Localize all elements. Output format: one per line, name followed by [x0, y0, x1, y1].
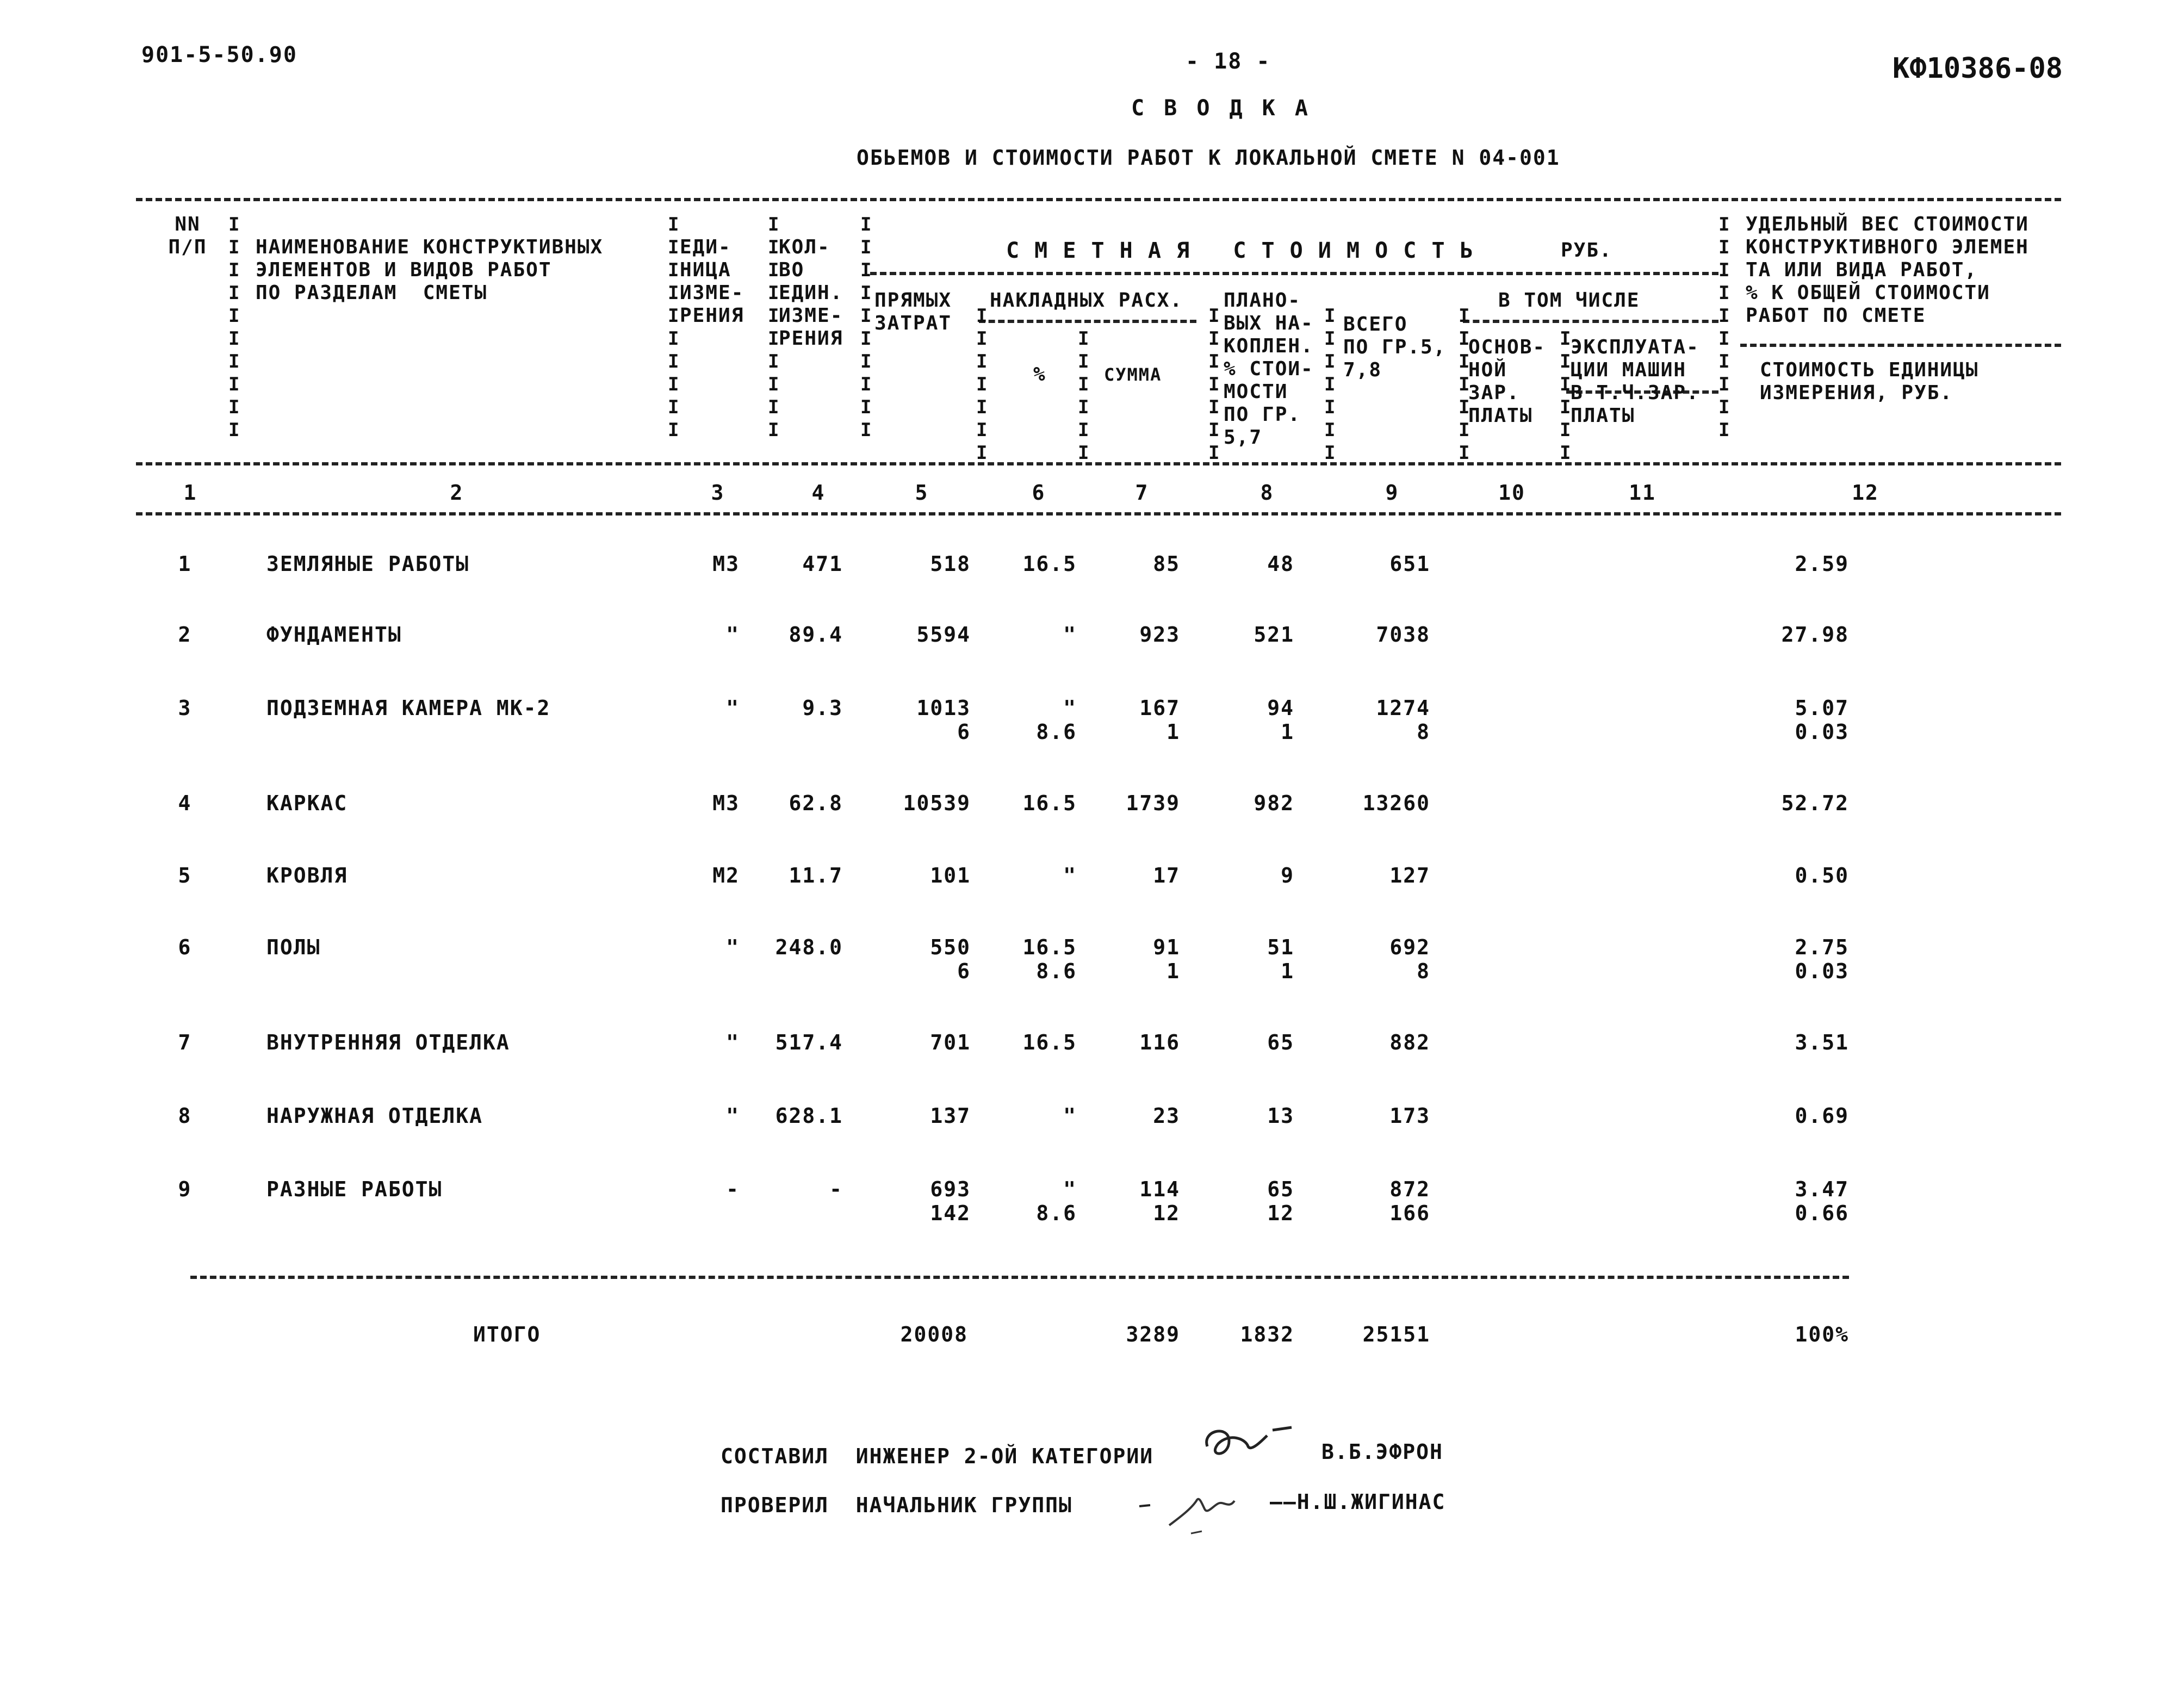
total-plan: 1832	[1240, 1322, 1294, 1346]
header-col-6: %	[1033, 363, 1046, 386]
colnum-11: 11	[1629, 481, 1656, 505]
cell-name: ФУНДАМЕНТЫ	[266, 623, 402, 647]
compiled-by-label: СОСТАВИЛ ИНЖЕНЕР 2-ОЙ КАТЕГОРИИ	[721, 1444, 1154, 1468]
cell-plan: 65	[1267, 1030, 1294, 1054]
cell-direct: 1013 6	[916, 696, 971, 744]
cell-qty: 471	[802, 552, 843, 576]
cell-pct: 16.5	[1022, 1030, 1077, 1054]
cell-sum: 1739	[1126, 791, 1180, 815]
header-bottom-rule	[136, 462, 2061, 465]
colnum-3: 3	[711, 481, 725, 505]
header-sep-8: I I I I I I I	[1324, 305, 1336, 464]
cell-unit: "	[726, 623, 740, 647]
doc-code-left: 901-5-50.90	[141, 42, 297, 67]
cell-pct: " 8.6	[1036, 696, 1077, 744]
cell-name: РАЗНЫЕ РАБОТЫ	[266, 1177, 443, 1201]
header-col-12-share: УДЕЛЬНЫЙ ВЕС СТОИМОСТИ КОНСТРУКТИВНОГО ЭЛЕМЕН ТА ИЛИ ВИДА РАБОТ, % К ОБЩЕЙ СТОИМОСТИ РАБОТ ПО СМЕТЕ	[1746, 213, 2029, 327]
cell-pct: 16.5	[1022, 791, 1077, 815]
colnum-1: 1	[183, 481, 197, 505]
header-sep-3: I I I I I I I I I I	[768, 214, 779, 441]
cell-qty: 62.8	[789, 791, 843, 815]
cell-share: 0.69	[1795, 1104, 1849, 1128]
cell-pct: 16.5	[1022, 552, 1077, 576]
page-number: - 18 -	[1186, 49, 1271, 74]
cell-plan: 521	[1254, 623, 1294, 647]
cell-qty: 628.1	[775, 1104, 843, 1128]
cell-unit: М3	[712, 791, 740, 815]
cell-direct: 701	[930, 1030, 971, 1054]
cell-direct: 550 6	[930, 935, 971, 983]
header-col-9: ВСЕГО ПО ГР.5, 7,8	[1343, 313, 1447, 381]
cell-unit: "	[726, 1104, 740, 1128]
cell-share: 2.75 0.03	[1795, 935, 1849, 983]
cell-unit: "	[726, 1030, 740, 1054]
colnum-4: 4	[811, 481, 826, 505]
cell-pct: "	[1063, 1104, 1077, 1128]
checked-by-label: ПРОВЕРИЛ НАЧАЛЬНИК ГРУППЫ	[721, 1493, 1072, 1517]
header-sep-1: I I I I I I I I I I	[228, 214, 240, 441]
cell-name: НАРУЖНАЯ ОТДЕЛКА	[266, 1104, 483, 1128]
total-sum: 3289	[1126, 1322, 1180, 1346]
doc-code-right: КФ10386-08	[1893, 52, 2063, 85]
header-col-5: ПРЯМЫХ ЗАТРАТ	[874, 289, 952, 334]
cell-plan: 982	[1254, 791, 1294, 815]
cell-plan: 9	[1281, 864, 1294, 887]
cell-direct: 518	[930, 552, 971, 576]
cell-name: ПОДЗЕМНАЯ КАМЕРА МК-2	[266, 696, 551, 720]
page-title: С В О Д К А	[1131, 96, 1311, 121]
cell-total: 1274 8	[1376, 696, 1430, 744]
cell-plan: 65 12	[1267, 1177, 1294, 1225]
cell-pct: "	[1063, 623, 1077, 647]
cell-pct: 16.5 8.6	[1022, 935, 1077, 983]
total-rule	[190, 1276, 1849, 1279]
cell-plan: 13	[1267, 1104, 1294, 1128]
compiled-signature	[1196, 1414, 1294, 1468]
cell-qty: -	[829, 1177, 843, 1201]
cell-share: 0.50	[1795, 864, 1849, 887]
cell-n: 9	[178, 1177, 192, 1201]
total-total: 25151	[1362, 1322, 1430, 1346]
total-label: ИТОГО	[473, 1322, 541, 1346]
cell-qty: 517.4	[775, 1030, 843, 1054]
colnum-5: 5	[915, 481, 929, 505]
cell-plan: 48	[1267, 552, 1294, 576]
header-smeta: С М Е Т Н А Я С Т О И М О С Т Ь	[1006, 238, 1474, 263]
compiled-by-name: В.Б.ЭФРОН	[1321, 1440, 1443, 1464]
header-col-11: ЭКСПЛУАТА- ЦИИ МАШИН В Т.Ч.ЗАР. ПЛАТЫ	[1571, 336, 1699, 427]
cell-total: 882	[1389, 1030, 1430, 1054]
cell-sum: 85	[1153, 552, 1180, 576]
cell-direct: 137	[930, 1104, 971, 1128]
cell-n: 7	[178, 1030, 192, 1054]
total-share: 100%	[1795, 1322, 1849, 1346]
cell-n: 2	[178, 623, 192, 647]
cell-total: 692 8	[1389, 935, 1430, 983]
page-subtitle: ОБЬЕМОВ И СТОИМОСТИ РАБОТ К ЛОКАЛЬНОЙ СМЕТЕ N 04-001	[857, 146, 1560, 170]
cell-name: ЗЕМЛЯНЫЕ РАБОТЫ	[266, 552, 470, 576]
checked-signature	[1137, 1479, 1267, 1539]
cell-name: ВНУТРЕННЯЯ ОТДЕЛКА	[266, 1030, 510, 1054]
header-sep-11: I I I I I I I I I I	[1718, 214, 1730, 441]
cell-plan: 94 1	[1267, 696, 1294, 744]
header-col-8: ПЛАНО- ВЫХ НА- КОПЛЕН. % СТОИ- МОСТИ ПО ГР. 5,7	[1224, 289, 1314, 449]
header-rub: РУБ.	[1561, 239, 1612, 262]
header-sep-10: I I I I I I	[1560, 328, 1571, 464]
colnum-8: 8	[1260, 481, 1274, 505]
cell-share: 3.51	[1795, 1030, 1849, 1054]
header-vtom: В ТОМ ЧИСЛЕ	[1498, 289, 1640, 312]
cell-n: 4	[178, 791, 192, 815]
cell-n: 8	[178, 1104, 192, 1128]
header-sep-2: I I I I I I I I I I	[668, 214, 679, 441]
colnum-2: 2	[450, 481, 464, 505]
cell-direct: 10539	[903, 791, 971, 815]
cell-share: 5.07 0.03	[1795, 696, 1849, 744]
cell-sum: 23	[1153, 1104, 1180, 1128]
header-col-4: КОЛ- ВО ЕДИН. ИЗМЕ- РЕНИЯ	[779, 236, 843, 350]
cell-name: КРОВЛЯ	[266, 864, 348, 887]
colnum-10: 10	[1498, 481, 1525, 505]
header-sep-7: I I I I I I I	[1208, 305, 1220, 464]
cell-share: 2.59	[1795, 552, 1849, 576]
cell-total: 651	[1389, 552, 1430, 576]
cell-pct: " 8.6	[1036, 1177, 1077, 1225]
colnum-6: 6	[1032, 481, 1046, 505]
cell-unit: -	[726, 1177, 740, 1201]
cell-pct: "	[1063, 864, 1077, 887]
header-col-1: NN П/П	[168, 213, 207, 258]
checked-by-name: ——Н.Ш.ЖИГИНАС	[1270, 1490, 1446, 1514]
cell-unit: М3	[712, 552, 740, 576]
smeta-subrule	[870, 272, 1718, 275]
cell-plan: 51 1	[1267, 935, 1294, 983]
cell-total: 127	[1389, 864, 1430, 887]
cell-sum: 923	[1139, 623, 1180, 647]
c12-subrule	[1740, 344, 2061, 347]
header-col-3: ЕДИ- НИЦА ИЗМЕ- РЕНИЯ	[680, 236, 744, 327]
header-col-2: НАИМЕНОВАНИЕ КОНСТРУКТИВНЫХ ЭЛЕМЕНТОВ И ВИДОВ РАБОТ ПО РАЗДЕЛАМ СМЕТЫ	[256, 236, 604, 304]
vtom-subrule	[1463, 320, 1718, 323]
cell-qty: 89.4	[789, 623, 843, 647]
colnum-12: 12	[1852, 481, 1879, 505]
cell-name: КАРКАС	[266, 791, 348, 815]
cell-unit: "	[726, 935, 740, 959]
cell-share: 27.98	[1781, 623, 1849, 647]
cell-direct: 101	[930, 864, 971, 887]
total-direct: 20008	[900, 1322, 968, 1346]
cell-total: 13260	[1362, 791, 1430, 815]
header-nakl: НАКЛАДНЫХ РАСХ.	[990, 289, 1183, 312]
colnum-bottom-rule	[136, 512, 2061, 515]
cell-total: 7038	[1376, 623, 1430, 647]
header-col-12-unitcost: СТОИМОСТЬ ЕДИНИЦЫ ИЗМЕРЕНИЯ, РУБ.	[1760, 359, 1979, 404]
cell-n: 1	[178, 552, 192, 576]
colnum-7: 7	[1135, 481, 1149, 505]
cell-direct: 693 142	[930, 1177, 971, 1225]
cell-qty: 9.3	[802, 696, 843, 720]
header-col-10: ОСНОВ- НОЙ ЗАР. ПЛАТЫ	[1468, 336, 1546, 427]
header-sep-4: I I I I I I I I I I	[860, 214, 872, 441]
header-sep-6: I I I I I I	[1078, 328, 1089, 464]
header-col-7: СУММА	[1104, 364, 1162, 385]
cell-total: 872 166	[1389, 1177, 1430, 1225]
cell-direct: 5594	[916, 623, 971, 647]
cell-n: 5	[178, 864, 192, 887]
cell-share: 3.47 0.66	[1795, 1177, 1849, 1225]
cell-sum: 91 1	[1153, 935, 1180, 983]
cell-n: 3	[178, 696, 192, 720]
cell-sum: 167 1	[1139, 696, 1180, 744]
header-sep-5: I I I I I I I	[976, 305, 988, 464]
header-sep-9: I I I I I I I	[1459, 305, 1470, 464]
cell-sum: 17	[1153, 864, 1180, 887]
cell-total: 173	[1389, 1104, 1430, 1128]
cell-n: 6	[178, 935, 192, 959]
colnum-9: 9	[1385, 481, 1399, 505]
cell-sum: 116	[1139, 1030, 1180, 1054]
cell-unit: "	[726, 696, 740, 720]
cell-qty: 248.0	[775, 935, 843, 959]
cell-name: ПОЛЫ	[266, 935, 321, 959]
table-top-rule	[136, 198, 2061, 201]
cell-unit: М2	[712, 864, 740, 887]
nakl-subrule	[979, 320, 1196, 323]
cell-share: 52.72	[1781, 791, 1849, 815]
cell-sum: 114 12	[1139, 1177, 1180, 1225]
cell-qty: 11.7	[789, 864, 843, 887]
